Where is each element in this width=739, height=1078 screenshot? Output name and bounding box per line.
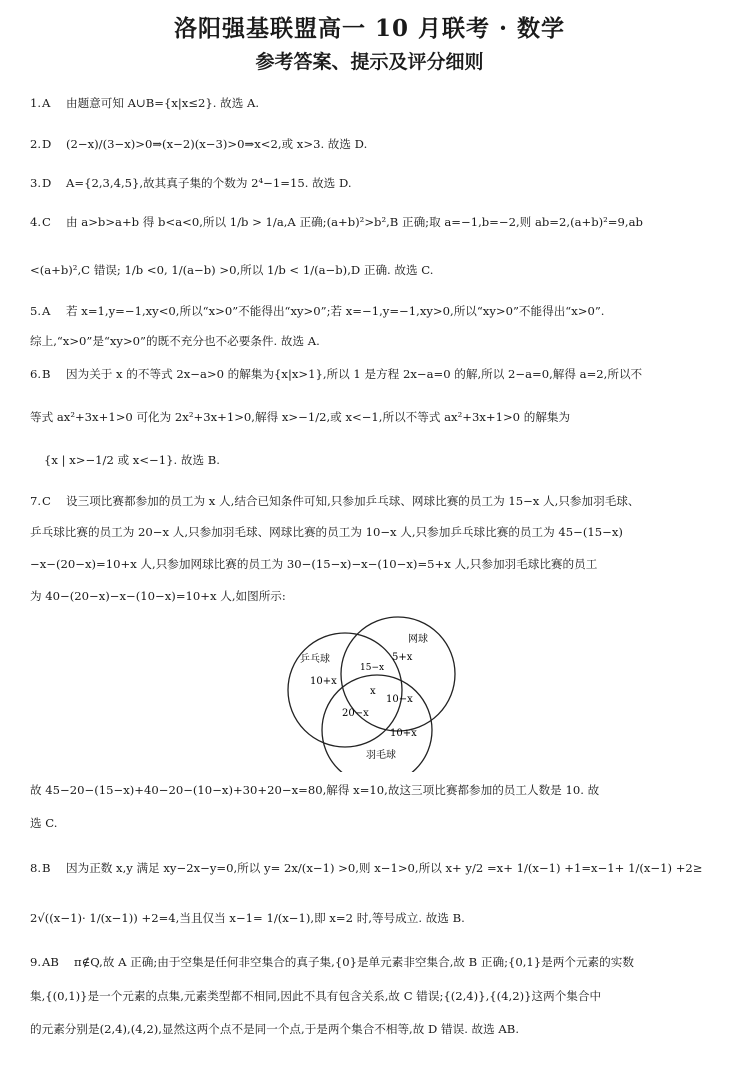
item-answer: B bbox=[42, 861, 51, 875]
item-line: 设三项比赛都参加的员工为 x 人,结合已知条件可知,只参加乒乓球、网球比赛的员工为 15−x 人,只参加羽毛球、 bbox=[66, 494, 640, 508]
item-line: <(a+b)²,C 错误; 1/b <0, 1/(a−b) >0,所以 1/b < 1/(a−b),D 正确. 故选 C. bbox=[30, 263, 434, 277]
item-line: 综上,“x>0”是“xy>0”的既不充分也不必要条件. 故选 A. bbox=[30, 334, 320, 348]
item-line: 因为关于 x 的不等式 2x−a>0 的解集为{x|x>1},所以 1 是方程 2x−a=0 的解,所以 2−a=0,解得 a=2,所以不 bbox=[66, 367, 643, 381]
venn-diagram bbox=[280, 612, 460, 772]
item-line: 由题意可知 A∪B={x|x≤2}. 故选 A. bbox=[66, 96, 260, 110]
document-title: 洛阳强基联盟高一 10 月联考 · 数学 bbox=[173, 15, 566, 42]
item-line: 的元素分别是(2,4),(4,2),显然这两个点不是同一个点,于是两个集合不相等,故 D 错误. 故选 AB. bbox=[30, 1022, 520, 1036]
item-line: 因为正数 x,y 满足 xy−2x−y=0,所以 y= 2x/(x−1) >0,则 x−1>0,所以 x+ y/2 =x+ 1/(x−1) +1=x−1+ 1/(x−1) +2≥ bbox=[66, 861, 703, 875]
venn-label-badminton: 羽毛球 bbox=[366, 750, 396, 761]
venn-tennis-badminton: 10−x bbox=[386, 694, 413, 705]
item-number: 7. bbox=[30, 494, 42, 508]
item-answer: D bbox=[42, 176, 52, 190]
item-answer: B bbox=[42, 367, 51, 381]
item-answer: D bbox=[42, 137, 52, 151]
item-number: 3. bbox=[30, 176, 42, 190]
item-line: π∉Q,故 A 正确;由于空集是任何非空集合的真子集,{0}是单元素非空集合,故 B 正确;{0,1}是两个元素的实数 bbox=[74, 955, 634, 969]
venn-pp-tennis: 15−x bbox=[360, 663, 385, 673]
item-line: A={2,3,4,5},故其真子集的个数为 2⁴−1=15. 故选 D. bbox=[66, 176, 352, 190]
item-line: 选 C. bbox=[30, 816, 58, 830]
venn-only-badminton: 10+x bbox=[390, 728, 417, 739]
item-number: 8. bbox=[30, 861, 42, 875]
item-line: 乒乓球比赛的员工为 20−x 人,只参加羽毛球、网球比赛的员工为 10−x 人,只参加乒乓球比赛的员工为 45−(15−x) bbox=[30, 525, 623, 539]
item-line: 由 a>b>a+b 得 b<a<0,所以 1/b > 1/a,A 正确;(a+b)²>b²,B 正确;取 a=−1,b=−2,则 ab=2,(a+b)²=9,ab bbox=[66, 215, 643, 229]
item-number: 1. bbox=[30, 96, 42, 110]
venn-only-tennis: 5+x bbox=[392, 652, 413, 663]
item-number: 2. bbox=[30, 137, 42, 151]
item-line: 若 x=1,y=−1,xy<0,所以“x>0”不能得出“xy>0”;若 x=−1,y=−1,xy>0,所以“xy>0”不能得出“x>0”. bbox=[66, 304, 605, 318]
item-answer: C bbox=[42, 215, 51, 229]
item-answer: A bbox=[42, 96, 51, 110]
item-answer: C bbox=[42, 494, 51, 508]
venn-label-tennis: 网球 bbox=[408, 634, 428, 645]
item-number: 9. bbox=[30, 955, 42, 969]
venn-pp-badminton: 20−x bbox=[342, 708, 369, 719]
item-line: 为 40−(20−x)−x−(10−x)=10+x 人,如图所示: bbox=[30, 589, 286, 603]
venn-label-pingpong: 乒乓球 bbox=[300, 654, 330, 665]
venn-only-pingpong: 10+x bbox=[310, 676, 337, 687]
item-line: 2√((x−1)· 1/(x−1)) +2=4,当且仅当 x−1= 1/(x−1),即 x=2 时,等号成立. 故选 B. bbox=[30, 911, 465, 925]
item-line: −x−(20−x)=10+x 人,只参加网球比赛的员工为 30−(15−x)−x−(10−x)=5+x 人,只参加羽毛球比赛的员工 bbox=[30, 557, 598, 571]
document-subtitle: 参考答案、提示及评分细则 bbox=[255, 51, 484, 73]
item-line: (2−x)/(3−x)>0⇒(x−2)(x−3)>0⇒x<2,或 x>3. 故选 D. bbox=[66, 137, 368, 151]
item-line: 集,{(0,1)}是一个元素的点集,元素类型都不相同,因此不具有包含关系,故 C 错误;{(2,4)},{(4,2)}这两个集合中 bbox=[30, 989, 602, 1003]
item-line: 等式 ax²+3x+1>0 可化为 2x²+3x+1>0,解得 x>−1/2,或 x<−1,所以不等式 ax²+3x+1>0 的解集为 bbox=[30, 410, 571, 424]
item-answer: A bbox=[42, 304, 51, 318]
item-line: {x | x>−1/2 或 x<−1}. 故选 B. bbox=[44, 453, 220, 467]
item-number: 5. bbox=[30, 304, 42, 318]
venn-all: x bbox=[370, 686, 376, 697]
item-answer: AB bbox=[42, 955, 59, 969]
item-line: 故 45−20−(15−x)+40−20−(10−x)+30+20−x=80,解得 x=10,故这三项比赛都参加的员工人数是 10. 故 bbox=[30, 783, 600, 797]
item-number: 4. bbox=[30, 215, 42, 229]
item-number: 6. bbox=[30, 367, 42, 381]
